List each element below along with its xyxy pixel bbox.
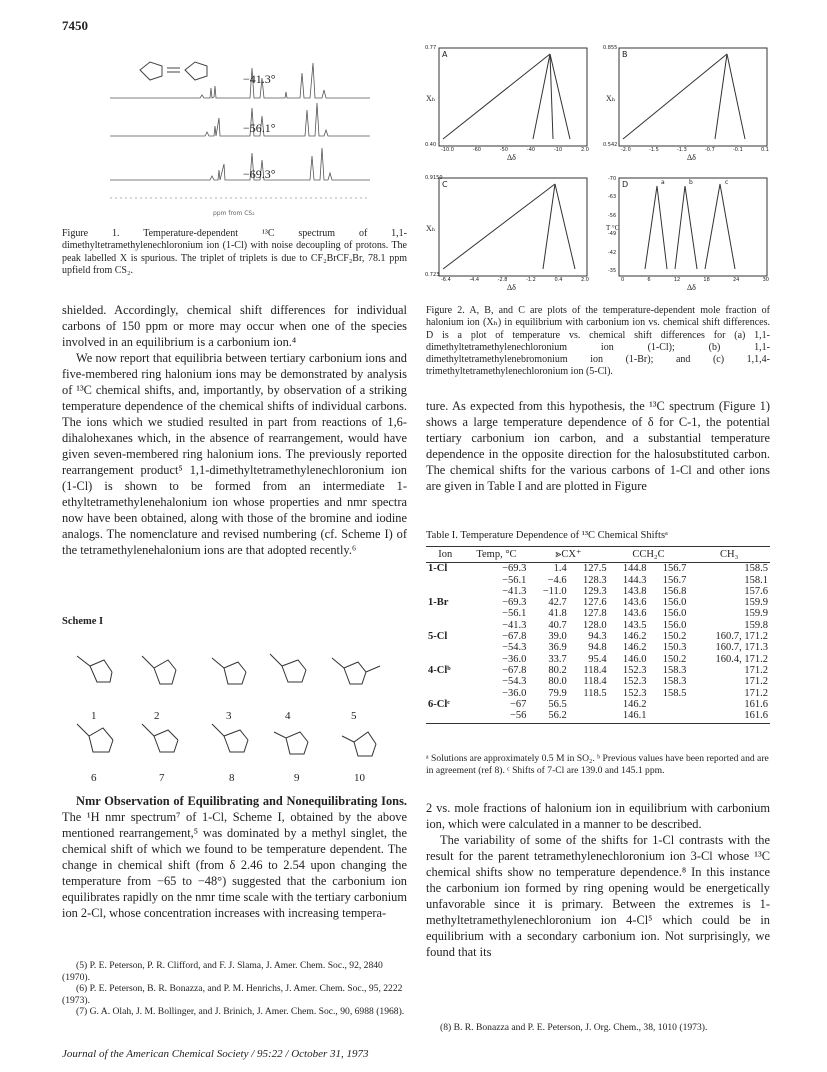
table1-notes: ᵃ Solutions are approximately 0.5 M in SO₂. ᵇ Previous values have been reported and are in agreement (ref 8). ᶜ Shifts of 7-Cl are 139.0 and 145.1 ppm. xyxy=(426,753,769,776)
table-cell: 128.3 xyxy=(582,574,607,586)
table-cell: −54.3 xyxy=(502,642,527,654)
table-cell: 1-Br xyxy=(428,597,449,609)
panel-b xyxy=(605,44,770,159)
table-cell: 40.7 xyxy=(548,619,567,631)
table-cell: −67.8 xyxy=(502,631,527,643)
footnote: (5) P. E. Peterson, P. R. Clifford, and F. J. Slama, J. Amer. Chem. Soc., 92, 2840 (1970). xyxy=(62,960,383,983)
table-row xyxy=(426,676,770,687)
scheme-number-9: 9 xyxy=(294,772,300,784)
table-cell xyxy=(426,642,465,653)
table-cell: 146.2 xyxy=(622,642,647,654)
table-cell: 144.3 xyxy=(622,574,647,586)
panel-a-ylabel: Xₕ xyxy=(426,94,436,103)
tick: -42 xyxy=(608,249,617,256)
tick: -56 xyxy=(608,212,617,219)
table-cell: 146.1 xyxy=(609,710,649,724)
table-cell: −11.0 xyxy=(542,585,567,597)
table-cell: 156.7 xyxy=(662,563,687,575)
table1 xyxy=(426,546,770,724)
panel-a-label: A xyxy=(442,50,448,59)
table-cell: 150.2 xyxy=(662,653,687,665)
table-cell xyxy=(426,710,465,724)
table-cell: 160.7, 171.2 xyxy=(715,631,768,643)
paragraph: ture. As expected from this hypothesis, the ¹³C spectrum (Figure 1) shows a large temperature dependence of δ for C-1, the potential tertiary carbonium ion carbon, and a substantial temperature dependence in the opposite direction for the halosubstituted carbon. The chemical shifts for the various carbons of 1-Cl and other ions are given in Table I and are plotted in Figure xyxy=(426,399,770,493)
table1-grid xyxy=(426,546,770,724)
nmr-section xyxy=(62,793,407,921)
table-cell: 127.5 xyxy=(582,563,607,575)
panel-b-ylabel: Xₕ xyxy=(606,94,616,103)
section-heading: Nmr Observation of Equilibrating and Nonequilibrating Ions. xyxy=(76,794,407,808)
table-cell: 94.8 xyxy=(588,642,607,654)
scheme-number-8: 8 xyxy=(229,772,235,784)
figure1-caption: Figure 1. Temperature-dependent ¹³C spectrum of 1,1-dimethyltetramethylenechloronium ion (1-Cl) with noise decoupling of protons. The peak labelled X is spurious. The triplet of triplets is due to CF₂BrCF₂Br, 78.1 ppm upfield from CS₂. xyxy=(62,228,407,276)
scheme-number-2: 2 xyxy=(154,710,160,722)
panel-a-ymin: 0.40 xyxy=(425,142,437,148)
paragraph: The ¹H nmr spectrum⁷ of 1-Cl, Scheme I, obtained by the above mentioned rearrangement,⁵ was dominated by a methyl singlet, the chemical shift of which we found to be temperature dependent. The change in chemical shift (from δ 2.46 to 2.54 upon changing the temperature from −65 to −48°) suggested that the carbonium ion equilibrates rapidly on the nmr time scale with the tertiary carbonium ion 2-Cl, whose concentration increases with increasing tempera- xyxy=(62,810,407,920)
table-cell: 127.6 xyxy=(582,597,607,609)
scheme-number-10: 10 xyxy=(354,772,365,784)
table-cell: 156.7 xyxy=(662,574,687,586)
tick: -70 xyxy=(608,176,617,182)
table-cell: 171.2 xyxy=(744,687,768,699)
table-cell: 146.2 xyxy=(622,698,647,710)
table-cell: 118.4 xyxy=(583,664,607,676)
table-cell: 159.9 xyxy=(744,597,768,609)
table-cell: 80.0 xyxy=(548,676,567,688)
tick: 0 xyxy=(621,277,625,283)
table-cell: 157.6 xyxy=(744,585,768,597)
table-cell: −56 xyxy=(465,710,529,724)
tick: 2.0 xyxy=(581,147,589,153)
table-row xyxy=(426,688,770,699)
scheme-number-1: 1 xyxy=(91,710,97,722)
tick: 6 xyxy=(647,277,651,283)
scheme-number-4: 4 xyxy=(285,710,291,722)
table-cell: 94.3 xyxy=(588,631,607,643)
table-cell: 158.1 xyxy=(744,574,768,586)
table-cell xyxy=(569,710,609,724)
panel-c xyxy=(425,174,590,289)
paragraph: shielded. Accordingly, chemical shift differences for individual carbons of 150 ppm or more may occur when one of the species involved in an equilibrium is a carbonium ion.⁴ xyxy=(62,303,407,349)
tick: -4.4 xyxy=(469,277,480,283)
table-cell: 156.0 xyxy=(662,608,687,620)
panel-b-ymin: 0.542 xyxy=(603,142,618,148)
panel-d xyxy=(605,174,770,289)
table-row xyxy=(426,586,770,597)
figure1-axis-label: ppm from CS₂ xyxy=(213,210,255,217)
scheme-number-6: 6 xyxy=(91,772,97,784)
tick: -6.4 xyxy=(441,277,451,283)
table-cell: 4-Clᵇ xyxy=(428,664,451,676)
tick: -60 xyxy=(472,147,481,153)
table-cell xyxy=(648,710,688,724)
page-number: 7450 xyxy=(62,18,88,33)
right-column-bottom xyxy=(426,800,770,960)
table-cell: 158.3 xyxy=(662,676,687,688)
table-header: CCH₂C xyxy=(609,547,689,563)
table-cell: 171.2 xyxy=(744,664,768,676)
table-cell: 41.8 xyxy=(548,608,567,620)
tick: 12 xyxy=(673,277,681,283)
table-cell xyxy=(569,699,609,710)
table-cell: −54.3 xyxy=(502,676,527,688)
table-cell: 33.7 xyxy=(548,653,567,665)
tick: -1.3 xyxy=(677,147,687,153)
table-cell: 143.6 xyxy=(622,597,647,609)
tick: -10.0 xyxy=(441,147,454,153)
table-row xyxy=(426,665,770,676)
table-cell: 36.9 xyxy=(548,642,567,654)
tick: -2.0 xyxy=(621,147,631,153)
table-cell: 5-Cl xyxy=(428,631,448,643)
tick: 0.1 xyxy=(761,147,769,153)
table-cell: 56.5 xyxy=(548,698,567,710)
table-cell xyxy=(426,654,465,665)
table-row xyxy=(426,642,770,653)
tick: -35 xyxy=(608,267,617,274)
table-cell: 128.0 xyxy=(582,619,607,631)
paragraph: 2 vs. mole fractions of halonium ion in equilibrium with carbonium ion, which were calculated in a manner to be described. xyxy=(426,801,770,831)
panel-c-ymax: 0.9150 xyxy=(425,175,443,181)
tick: -63 xyxy=(608,194,617,201)
table-cell: 160.7, 171.3 xyxy=(715,642,768,654)
table-row xyxy=(426,563,770,575)
table-cell: 146.0 xyxy=(622,653,647,665)
tick: -10 xyxy=(553,147,563,153)
panel-c-ymin: 0.723 xyxy=(425,272,440,278)
table-header: ⪢CX⁺ xyxy=(528,547,608,563)
paragraph: We now report that equilibria between tertiary carbonium ions and five-membered ring halonium ions may be demonstrated by analysis of ¹³C chemical shifts, and, importantly, by observation of a striking temperature dependence of the chemical shifts of individual carbons. The ions which we studied resulted in part from reactions of 1,6-dihalohexanes which, in the absence of rearrangement, would have given seven-membered ring halonium ions. The previously reported rearrangement product⁵ 1,1-dimethyltetramethylenechloronium ion (1-Cl) is shown to be formed from an intermediate 1-ethyltetramethylenehalonium ion whose properties and nmr spectra now have been obtained, along with those of the bromine and iodine analogs. The nomenclature and revised numbering (cf. Scheme I) of the tetramethylenehalonium ions are that adopted recently.⁶ xyxy=(62,351,407,557)
left-column xyxy=(62,302,407,558)
table-cell: 127.8 xyxy=(582,608,607,620)
table-row xyxy=(426,597,770,608)
table-cell: −4.6 xyxy=(547,574,567,586)
figure2-panels xyxy=(425,44,770,299)
tick: -40 xyxy=(526,147,536,153)
table-cell: 95.4 xyxy=(588,653,607,665)
table-cell: 1-Cl xyxy=(428,563,448,575)
tick: -0.1 xyxy=(733,147,743,153)
tick: -0.7 xyxy=(705,147,715,153)
table-cell: −67.8 xyxy=(502,664,527,676)
table-cell: 158.5 xyxy=(744,563,768,575)
table-row xyxy=(426,631,770,642)
tick: 2.0 xyxy=(580,277,589,283)
table-cell: 1.4 xyxy=(553,563,567,575)
table-cell: 171.2 xyxy=(744,676,768,688)
panel-a-ymax: 0.77 xyxy=(425,45,437,51)
table-header: CH₃ xyxy=(688,547,770,563)
tick: 0.4 xyxy=(554,277,563,283)
panel-c-ylabel: Xₕ xyxy=(426,224,436,233)
footnote: (6) P. E. Peterson, B. R. Bonazza, and P. M. Henrichs, J. Amer. Chem. Soc., 95, 2222 (1973). xyxy=(62,983,403,1006)
panel-b-label: B xyxy=(622,50,628,59)
panel-a xyxy=(425,44,590,159)
table-cell: 159.9 xyxy=(744,608,768,620)
table-cell: 146.2 xyxy=(622,631,647,643)
table-cell: 42.7 xyxy=(548,597,567,609)
table-cell: −36.0 xyxy=(502,653,527,665)
table-cell: 160.4, 171.2 xyxy=(715,653,768,665)
table-cell: 150.3 xyxy=(662,642,687,654)
table-cell: −67 xyxy=(509,698,527,710)
table-cell: −56.1 xyxy=(502,574,527,586)
table-cell: −41.3 xyxy=(502,619,527,631)
table-cell: 56.2 xyxy=(528,710,568,724)
table-cell: 118.4 xyxy=(583,676,607,688)
table-cell: 152.3 xyxy=(622,687,647,699)
table-cell: 143.8 xyxy=(622,585,647,597)
tick: -1.5 xyxy=(649,147,659,153)
panel-b-ymax: 0.855 xyxy=(603,45,618,51)
table-header: Ion xyxy=(426,547,465,563)
table-cell xyxy=(426,676,465,687)
table-row xyxy=(426,710,770,724)
table-cell: 161.6 xyxy=(744,698,768,710)
table-cell: 143.5 xyxy=(622,619,647,631)
table-cell: 6-Clᶜ xyxy=(428,698,450,710)
table-row xyxy=(426,654,770,665)
tick: 30 xyxy=(762,277,769,283)
panel-a-xlabel: Δδ xyxy=(507,153,516,162)
panel-d-xlabel: Δδ xyxy=(687,283,696,292)
tick: 18 xyxy=(703,277,710,283)
table-cell: −69.3 xyxy=(502,563,527,575)
table-cell xyxy=(648,699,688,710)
table-cell: 156.8 xyxy=(662,585,687,597)
right-column-top xyxy=(426,398,770,494)
temp-label-1: −41.3° xyxy=(243,72,276,86)
panel-c-label: C xyxy=(442,180,448,189)
page-footer: Journal of the American Chemical Society / 95:22 / October 31, 1973 xyxy=(62,1048,369,1060)
table-row xyxy=(426,608,770,619)
paragraph: The variability of some of the shifts for 1-Cl contrasts with the result for the parent tetramethylenechloronium ion 3-Cl whose ¹³C chemical shifts show no temperature dependence.⁸ In this instance the carbonium ion formed by ring opening would be energetically unfavorable since it is primary. Between the extremes is 1-methyltetramethylenechloronium ion 4-Cl⁵ which could be in equilibrium with a secondary carbonium ion. Not surprisingly, we found that its xyxy=(426,833,770,959)
table-cell: 158.5 xyxy=(662,687,687,699)
tick: -2.8 xyxy=(497,277,508,283)
tick: 24 xyxy=(733,277,740,283)
table-cell: 144.8 xyxy=(622,563,647,575)
left-footnotes xyxy=(62,960,407,1018)
scheme-number-5: 5 xyxy=(351,710,357,722)
table-cell xyxy=(426,620,465,631)
table-cell: 150.2 xyxy=(662,631,687,643)
tick: -1.2 xyxy=(526,277,536,283)
table-cell: 129.3 xyxy=(582,585,607,597)
table-cell: 159.8 xyxy=(744,619,768,631)
temp-label-2: −56.1° xyxy=(243,121,276,135)
curve-label-a: a xyxy=(661,179,665,186)
panel-b-xlabel: Δδ xyxy=(687,153,696,162)
table-cell: 161.6 xyxy=(688,710,770,724)
temp-label-3: −69.3° xyxy=(243,167,276,181)
table-cell: 152.3 xyxy=(622,676,647,688)
table-cell: 152.3 xyxy=(622,664,647,676)
panel-d-ylabel: T °C xyxy=(606,224,620,232)
table-cell: 156.0 xyxy=(662,597,687,609)
table-cell: 143.6 xyxy=(622,608,647,620)
table-cell: 79.9 xyxy=(548,687,567,699)
table-row xyxy=(426,699,770,710)
table-cell: 39.0 xyxy=(548,631,567,643)
table-cell: 156.0 xyxy=(662,619,687,631)
panel-d-label: D xyxy=(622,180,629,189)
table-cell: −69.3 xyxy=(502,597,527,609)
table-cell: 118.5 xyxy=(583,687,607,699)
table-row xyxy=(426,575,770,586)
table-cell xyxy=(426,586,465,597)
tick: -49 xyxy=(608,231,617,238)
table-cell: −41.3 xyxy=(502,585,527,597)
tick: -50 xyxy=(499,147,509,153)
curve-label-c: c xyxy=(725,179,729,186)
table-row xyxy=(426,620,770,631)
table-cell: −56.1 xyxy=(502,608,527,620)
scheme-number-3: 3 xyxy=(226,710,232,722)
panel-c-xlabel: Δδ xyxy=(507,283,516,292)
table-cell: 158.3 xyxy=(662,664,687,676)
scheme-number-7: 7 xyxy=(159,772,165,784)
table-cell xyxy=(426,608,465,619)
footnote: (7) G. A. Olah, J. M. Bollinger, and J. Brinich, J. Amer. Chem. Soc., 90, 6988 (1968). xyxy=(76,1006,405,1018)
scheme-title: Scheme I xyxy=(62,616,104,627)
figure2-caption: Figure 2. A, B, and C are plots of the temperature-dependent mole fraction of halonium ion (Xₕ) in equilibrium with carbonium ion vs. chemical shift differences. D is a plot of temperature vs. chemical shift differences for (a) 1,1-dimethyltetramethylenechloronium ion (1-Cl); (b) 1,1-dimethyltetramethylenebromonium ion (1-Br); and (c) 1,1,4-trimethyltetramethylenechloronium ion (5-Cl). xyxy=(426,305,770,378)
table-cell xyxy=(426,575,465,586)
table-header: Temp, °C xyxy=(465,547,529,563)
table-cell: −36.0 xyxy=(502,687,527,699)
curve-label-b: b xyxy=(689,179,693,186)
right-footnote: (8) B. R. Bonazza and P. E. Peterson, J. Org. Chem., 38, 1010 (1973). xyxy=(440,1022,708,1033)
table1-title: Table I. Temperature Dependence of ¹³C Chemical Shiftsᵃ xyxy=(426,530,668,541)
table-cell xyxy=(426,688,465,699)
table-cell: 80.2 xyxy=(548,664,567,676)
